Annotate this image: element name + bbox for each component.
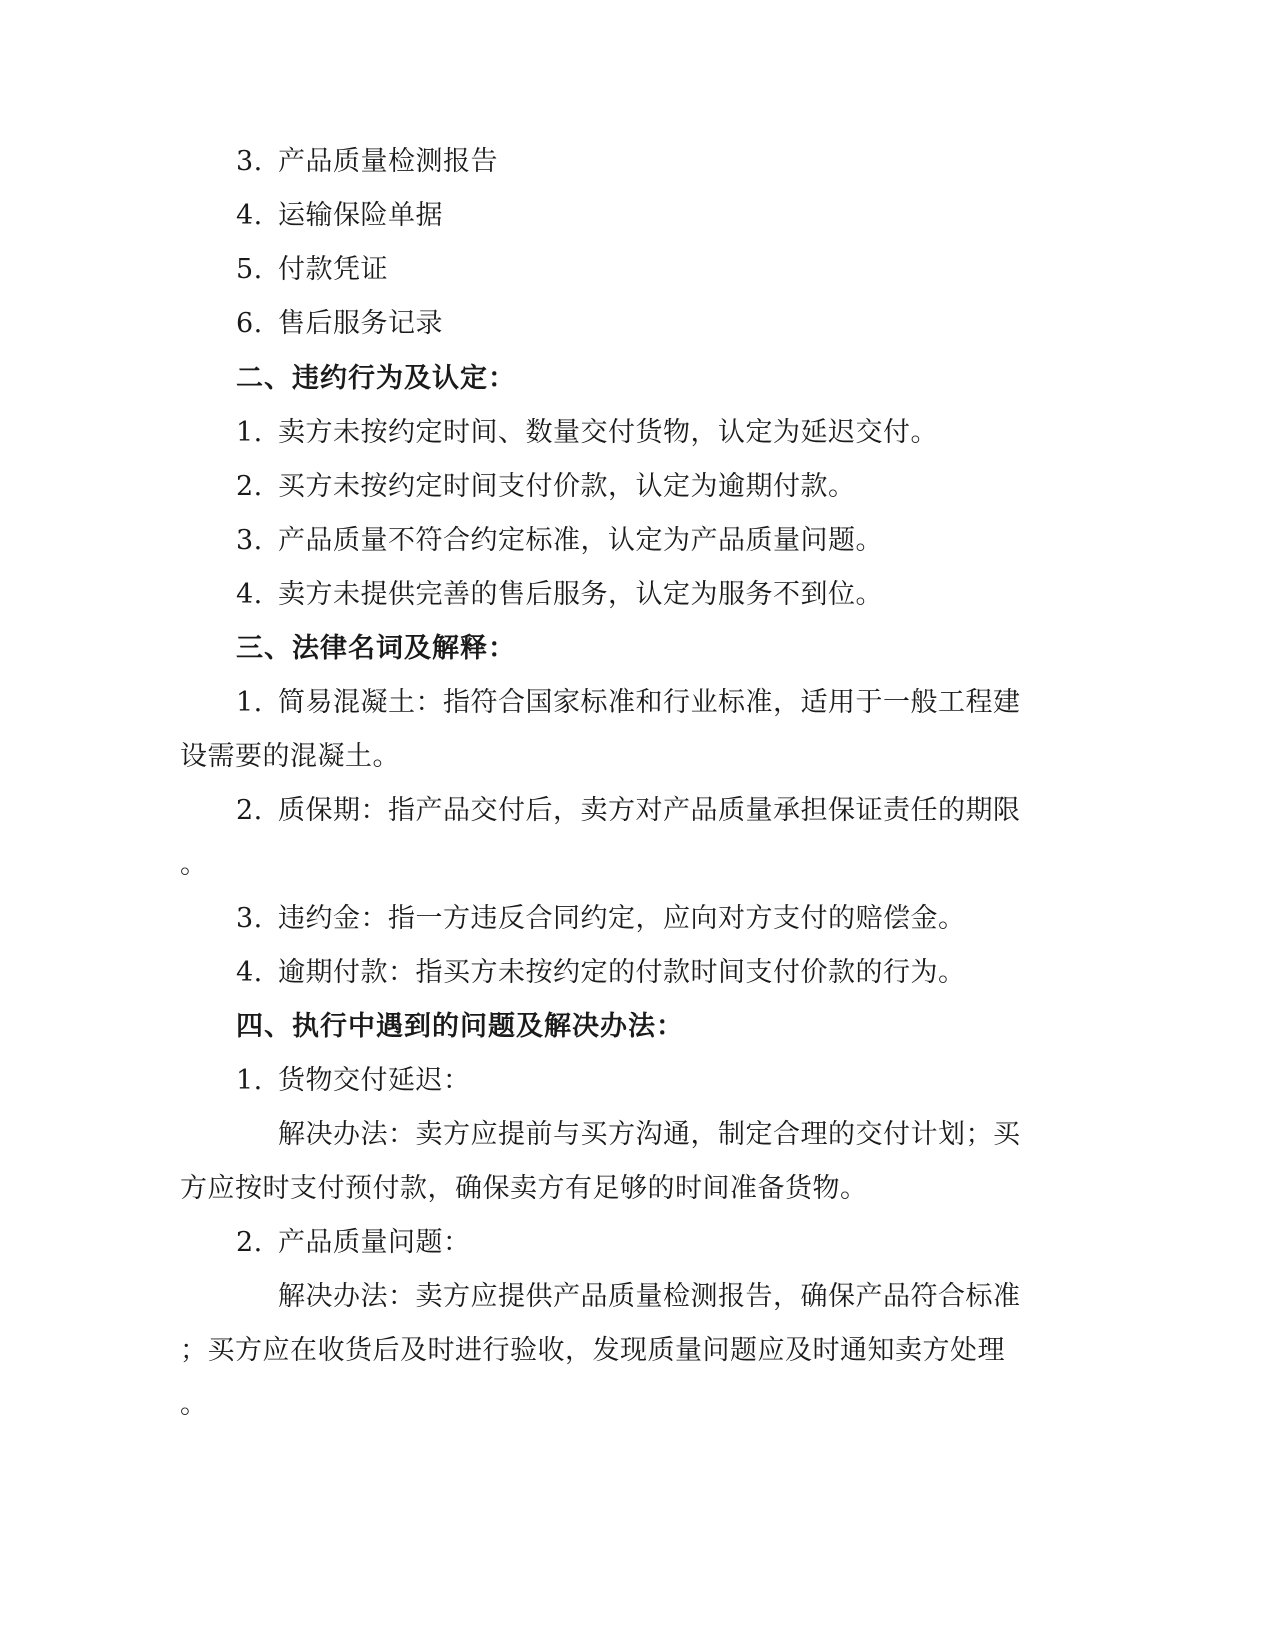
list-number: 3. <box>236 525 263 556</box>
list-item <box>236 415 938 451</box>
list-item <box>236 306 443 342</box>
list-text: 付款凭证 <box>278 254 388 285</box>
list-text: 简易混凝土：指符合国家标准和行业标准，适用于一般工程建 <box>278 687 1021 718</box>
list-item <box>236 577 883 613</box>
list-number: 1. <box>236 687 263 718</box>
solution-text: 方应按时支付预付款，确保卖方有足够的时间准备货物。 <box>180 1173 868 1204</box>
list-text: 售后服务记录 <box>278 308 443 339</box>
list-text: 逾期付款：指买方未按约定的付款时间支付价款的行为。 <box>278 957 966 988</box>
list-text: 产品质量检测报告 <box>278 146 498 177</box>
list-item <box>236 469 856 505</box>
list-text: 违约金：指一方违反合同约定，应向对方支付的赔偿金。 <box>278 903 966 934</box>
solution-text: ；买方应在收货后及时进行验收，发现质量问题应及时通知卖方处理 <box>180 1335 1005 1366</box>
list-item <box>236 523 883 559</box>
solution-text: 解决办法：卖方应提供产品质量检测报告，确保产品符合标准 <box>278 1281 1021 1312</box>
list-number: 4. <box>236 200 263 231</box>
list-text: 卖方未提供完善的售后服务，认定为服务不到位。 <box>278 579 883 610</box>
list-item <box>236 685 1021 721</box>
solution-text: 解决办法：卖方应提前与买方沟通，制定合理的交付计划；买 <box>278 1119 1021 1150</box>
list-item <box>236 198 443 234</box>
list-text: 产品质量问题： <box>278 1227 471 1258</box>
list-number: 1. <box>236 417 263 448</box>
list-number: 3. <box>236 903 263 934</box>
list-item <box>236 1225 471 1261</box>
list-text: 运输保险单据 <box>278 200 443 231</box>
list-item <box>236 1063 471 1099</box>
list-text: 买方未按约定时间支付价款，认定为逾期付款。 <box>278 471 856 502</box>
list-number: 2. <box>236 795 263 826</box>
list-number: 5. <box>236 254 263 285</box>
list-number: 6. <box>236 308 263 339</box>
list-text: 质保期：指产品交付后，卖方对产品质量承担保证责任的期限 <box>278 795 1021 826</box>
list-item <box>236 793 1021 829</box>
list-number: 4. <box>236 579 263 610</box>
list-number: 2. <box>236 1227 263 1258</box>
section-heading: 三、法律名词及解释： <box>236 633 516 664</box>
list-number: 1. <box>236 1065 263 1096</box>
list-item <box>236 144 498 180</box>
list-item <box>236 955 966 991</box>
list-text: 货物交付延迟： <box>278 1065 471 1096</box>
list-number: 2. <box>236 471 263 502</box>
list-text: 卖方未按约定时间、数量交付货物，认定为延迟交付。 <box>278 417 938 448</box>
list-number: 3. <box>236 146 263 177</box>
list-item <box>236 252 388 288</box>
section-heading: 二、违约行为及认定： <box>236 363 516 394</box>
solution-text: 。 <box>180 1389 208 1420</box>
list-item <box>236 901 966 937</box>
list-item-continuation: 设需要的混凝土。 <box>180 741 400 772</box>
list-text: 产品质量不符合约定标准，认定为产品质量问题。 <box>278 525 883 556</box>
section-heading: 四、执行中遇到的问题及解决办法： <box>236 1011 684 1042</box>
list-item-continuation: 。 <box>180 849 208 880</box>
list-number: 4. <box>236 957 263 988</box>
